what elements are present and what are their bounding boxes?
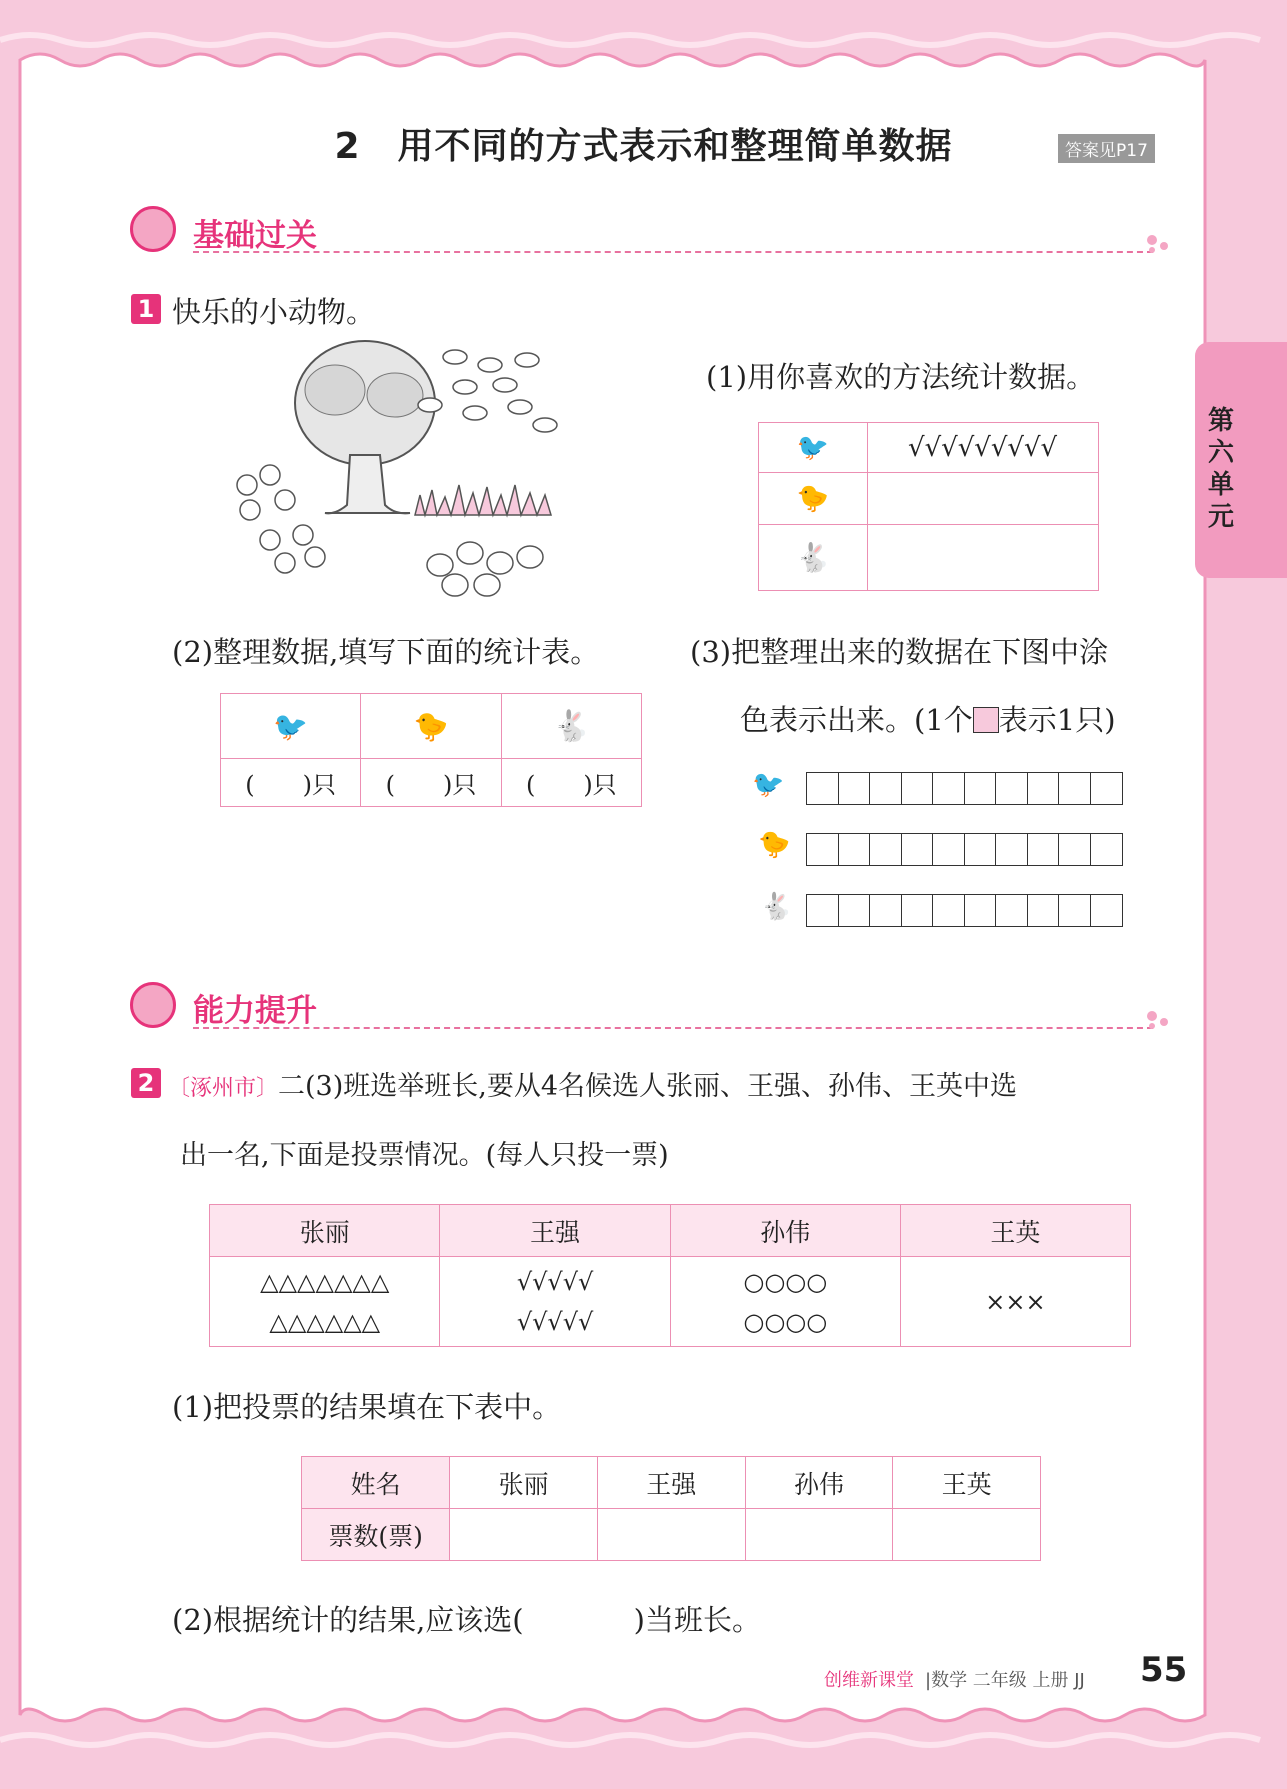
- question-number: 1: [131, 294, 161, 324]
- section-mascot-icon: [130, 982, 176, 1028]
- rabbit-icon: 🐇: [552, 708, 590, 744]
- tally-marks: √√√√√√√√√: [868, 423, 1099, 473]
- unit-label: [1203, 405, 1239, 533]
- section-mascot-icon: [130, 206, 176, 252]
- count-blank[interactable]: ( )只: [361, 759, 501, 807]
- rabbit-color-grid[interactable]: [806, 894, 1121, 927]
- rabbit-grid-label: [760, 892, 792, 922]
- section-divider: [193, 1027, 1153, 1029]
- count-header-chick: [361, 694, 501, 759]
- answer-reference: 答案见P17: [1058, 134, 1155, 163]
- result-header: 孙伟: [745, 1457, 893, 1509]
- tally-blank[interactable]: [868, 473, 1099, 525]
- section-heading-advanced: 能力提升: [193, 993, 317, 1029]
- result-blank[interactable]: [893, 1509, 1041, 1561]
- footer-brand: 创维新课堂: [824, 1670, 914, 1691]
- result-header: 姓名: [302, 1457, 450, 1509]
- rabbit-icon: 🐇: [795, 541, 831, 574]
- chick-grid-label: [758, 830, 790, 860]
- part3-instruction-cont: [740, 698, 1116, 739]
- part3-text-a: 色表示出来。(1个: [740, 703, 973, 737]
- bird-icon: 🐦: [273, 709, 309, 743]
- q2-part2-text-b: )当班长。: [633, 1603, 761, 1637]
- vote-marks-line: △△△△△△: [269, 1307, 381, 1336]
- result-blank[interactable]: [597, 1509, 745, 1561]
- vote-marks-line: ×××: [985, 1287, 1046, 1316]
- result-header: 王强: [597, 1457, 745, 1509]
- tally-row-rabbit: [759, 525, 868, 591]
- page-number: 55: [1140, 1650, 1188, 1690]
- question-text-line1: [168, 1064, 1017, 1103]
- bird-grid-label: [752, 770, 784, 800]
- vote-marks-line: √√√√√: [516, 1307, 594, 1336]
- question-number: 2: [131, 1068, 161, 1098]
- vote-table: [209, 1204, 1131, 1347]
- question-title: 快乐的小动物。: [172, 295, 376, 329]
- vote-marks-line: ○○○○: [743, 1307, 828, 1336]
- vote-marks-wangying: [900, 1257, 1130, 1347]
- result-row-label: 票数(票): [302, 1509, 450, 1561]
- section-heading-basic: 基础过关: [193, 218, 317, 254]
- vote-header: 张丽: [210, 1205, 440, 1257]
- result-header: 王英: [893, 1457, 1041, 1509]
- tally-blank[interactable]: [868, 525, 1099, 591]
- dots-ornament-icon: [1146, 234, 1176, 254]
- vote-marks-sunwei: [670, 1257, 900, 1347]
- legend-square-icon: [973, 707, 999, 733]
- part2-instruction: (2)整理数据,填写下面的统计表。: [172, 635, 600, 669]
- tally-table: [758, 422, 1099, 591]
- q2-part1-instruction: (1)把投票的结果填在下表中。: [172, 1390, 562, 1424]
- result-header: 张丽: [450, 1457, 598, 1509]
- vote-header: 孙伟: [670, 1205, 900, 1257]
- question-text-line2: 出一名,下面是投票情况。(每人只投一票): [180, 1140, 669, 1171]
- vote-header: 王强: [440, 1205, 670, 1257]
- bird-icon: 🐦: [796, 432, 830, 463]
- bird-icon: 🐦: [752, 770, 785, 800]
- unit-label-char: 六: [1207, 438, 1234, 468]
- bird-color-grid[interactable]: [806, 772, 1121, 805]
- rabbit-icon: 🐇: [760, 892, 793, 922]
- footer-subject: |数学 二年级 上册 JJ: [925, 1670, 1085, 1691]
- animals-illustration: [225, 335, 595, 605]
- dots-ornament-icon: [1146, 1010, 1176, 1030]
- section-divider: [193, 251, 1153, 253]
- question-source: 〔涿州市〕: [168, 1076, 279, 1101]
- result-blank[interactable]: [745, 1509, 893, 1561]
- result-table: [301, 1456, 1041, 1561]
- vote-marks-line: √√√√√: [516, 1267, 594, 1296]
- vote-marks-wangqiang: [440, 1257, 670, 1347]
- chick-icon: 🐤: [796, 483, 830, 514]
- vote-marks-line: ○○○○: [743, 1267, 828, 1296]
- chick-icon: 🐤: [413, 709, 449, 743]
- tally-row-bird: [759, 423, 868, 473]
- vote-header: 王英: [900, 1205, 1130, 1257]
- count-header-bird: [221, 694, 361, 759]
- vote-marks-line: △△△△△△△: [260, 1267, 390, 1296]
- part1-instruction: (1)用你喜欢的方法统计数据。: [706, 360, 1096, 394]
- unit-label-char: 第: [1207, 406, 1234, 436]
- part3-text-b: 表示1只): [998, 703, 1116, 737]
- page-title: 2 用不同的方式表示和整理简单数据: [334, 126, 953, 167]
- count-header-rabbit: [501, 694, 641, 759]
- vote-marks-zhangli: [210, 1257, 440, 1347]
- part3-instruction: (3)把整理出来的数据在下图中涂: [690, 635, 1109, 669]
- q2-part2-text-a: (2)根据统计的结果,应该选(: [172, 1603, 524, 1637]
- unit-label-char: 元: [1207, 502, 1234, 532]
- chick-color-grid[interactable]: [806, 833, 1121, 866]
- chick-icon: 🐤: [758, 830, 791, 860]
- count-blank[interactable]: ( )只: [221, 759, 361, 807]
- unit-label-char: 单: [1207, 470, 1234, 500]
- q2-part2-instruction: [172, 1598, 761, 1639]
- count-table: [220, 693, 642, 807]
- question-line1: 二(3)班选举班长,要从4名候选人张丽、王强、孙伟、王英中选: [278, 1071, 1018, 1102]
- count-blank[interactable]: ( )只: [501, 759, 641, 807]
- tally-row-chick: [759, 473, 868, 525]
- result-blank[interactable]: [450, 1509, 598, 1561]
